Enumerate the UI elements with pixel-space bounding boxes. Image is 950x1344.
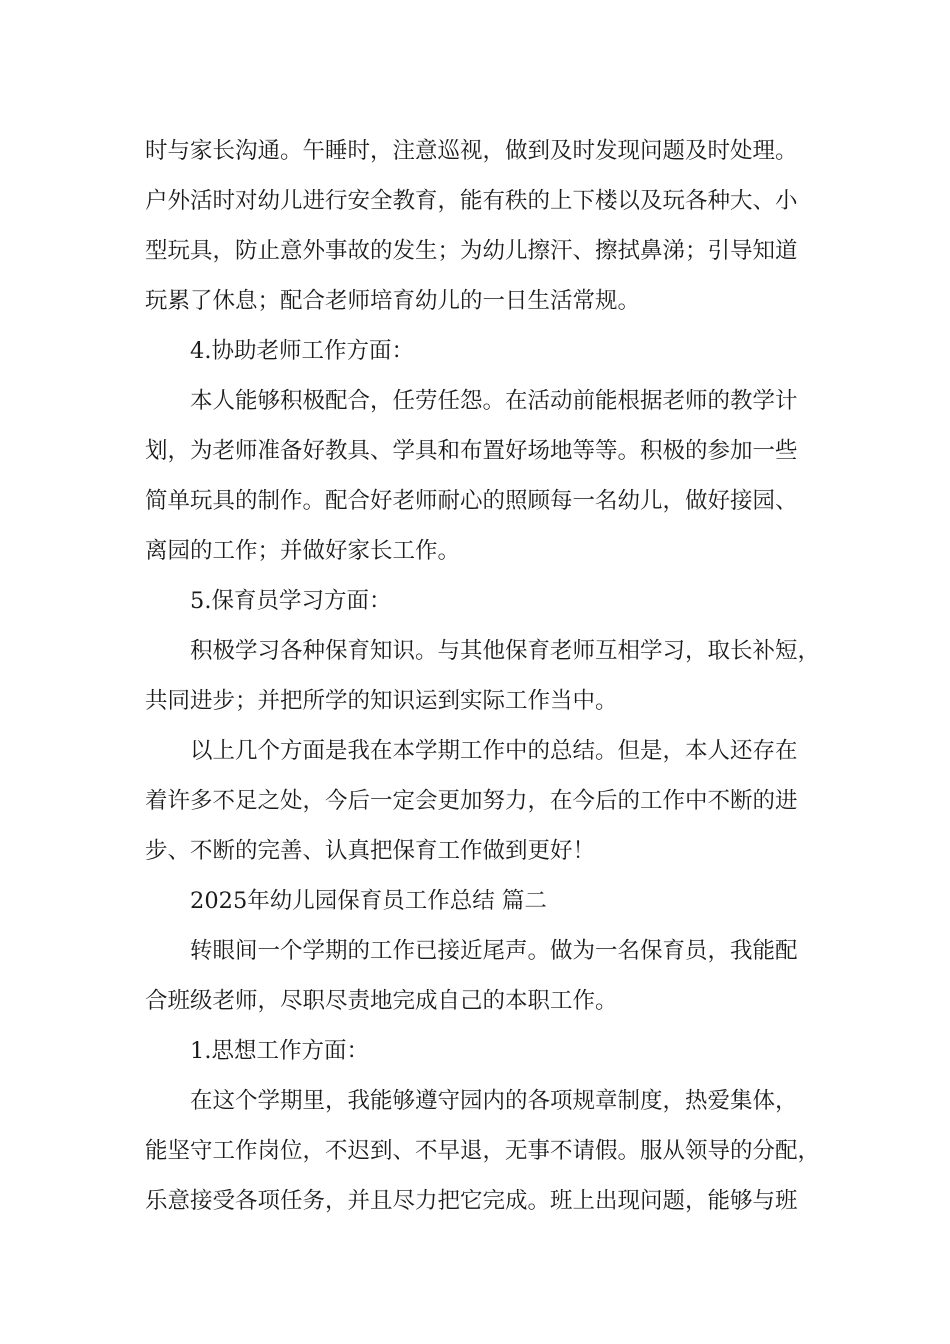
document-paragraph [145, 176, 813, 326]
document-paragraph [145, 876, 813, 926]
text-line: 积极学习各种保育知识。与其他保育老师互相学习，取长补短， [190, 638, 821, 664]
text-line: 简单玩具的制作。配合好老师耐心的照顾每一名幼儿，做好接园、 [145, 488, 798, 514]
text-line: 户外活时对幼儿进行安全教育，能有秩的上下楼以及玩各种大、小 [145, 188, 798, 214]
text-line: 2025年幼儿园保育员工作总结 篇二 [190, 888, 547, 914]
document-paragraph [145, 1076, 821, 1226]
document-body [145, 126, 821, 1226]
document-paragraph [145, 376, 813, 576]
document-paragraph [145, 626, 821, 726]
text-line: 划，为老师准备好教具、学具和布置好场地等等。积极的参加一些 [145, 438, 798, 464]
document-paragraph [145, 1026, 813, 1076]
text-line: 乐意接受各项任务，并且尽力把它完成。班上出现问题，能够与班 [145, 1188, 798, 1214]
text-line: 型玩具，防止意外事故的发生；为幼儿擦汗、擦拭鼻涕；引导知道 [145, 238, 798, 264]
document-paragraph [145, 326, 813, 376]
text-line: 合班级老师，尽职尽责地完成自己的本职工作。 [145, 988, 618, 1014]
text-line: 离园的工作；并做好家长工作。 [145, 538, 461, 564]
document-paragraph [145, 926, 813, 1026]
document-paragraph [145, 576, 813, 626]
text-line: 能坚守工作岗位，不迟到、不早退，无事不请假。服从领导的分配， [145, 1138, 821, 1164]
text-line: 1.思想工作方面： [190, 1038, 369, 1064]
text-line: 转眼间一个学期的工作已接近尾声。做为一名保育员，我能配 [190, 938, 798, 964]
text-line: 时与家长沟通。午睡时，注意巡视，做到及时发现问题及时处理。 [145, 138, 798, 164]
text-line: 在这个学期里，我能够遵守园内的各项规章制度，热爱集体， [190, 1088, 798, 1114]
text-line: 玩累了休息；配合老师培育幼儿的一日生活常规。 [145, 288, 641, 314]
text-line: 5.保育员学习方面： [190, 588, 392, 614]
text-line: 共同进步；并把所学的知识运到实际工作当中。 [145, 688, 618, 714]
document-paragraph [145, 126, 813, 176]
text-line: 着许多不足之处，今后一定会更加努力，在今后的工作中不断的进 [145, 788, 798, 814]
text-line: 本人能够积极配合，任劳任怨。在活动前能根据老师的教学计 [190, 388, 798, 414]
text-line: 以上几个方面是我在本学期工作中的总结。但是，本人还存在 [190, 738, 798, 764]
text-line: 步、不断的完善、认真把保育工作做到更好！ [145, 838, 596, 864]
document-paragraph [145, 726, 813, 876]
text-line: 4.协助老师工作方面： [190, 338, 414, 364]
